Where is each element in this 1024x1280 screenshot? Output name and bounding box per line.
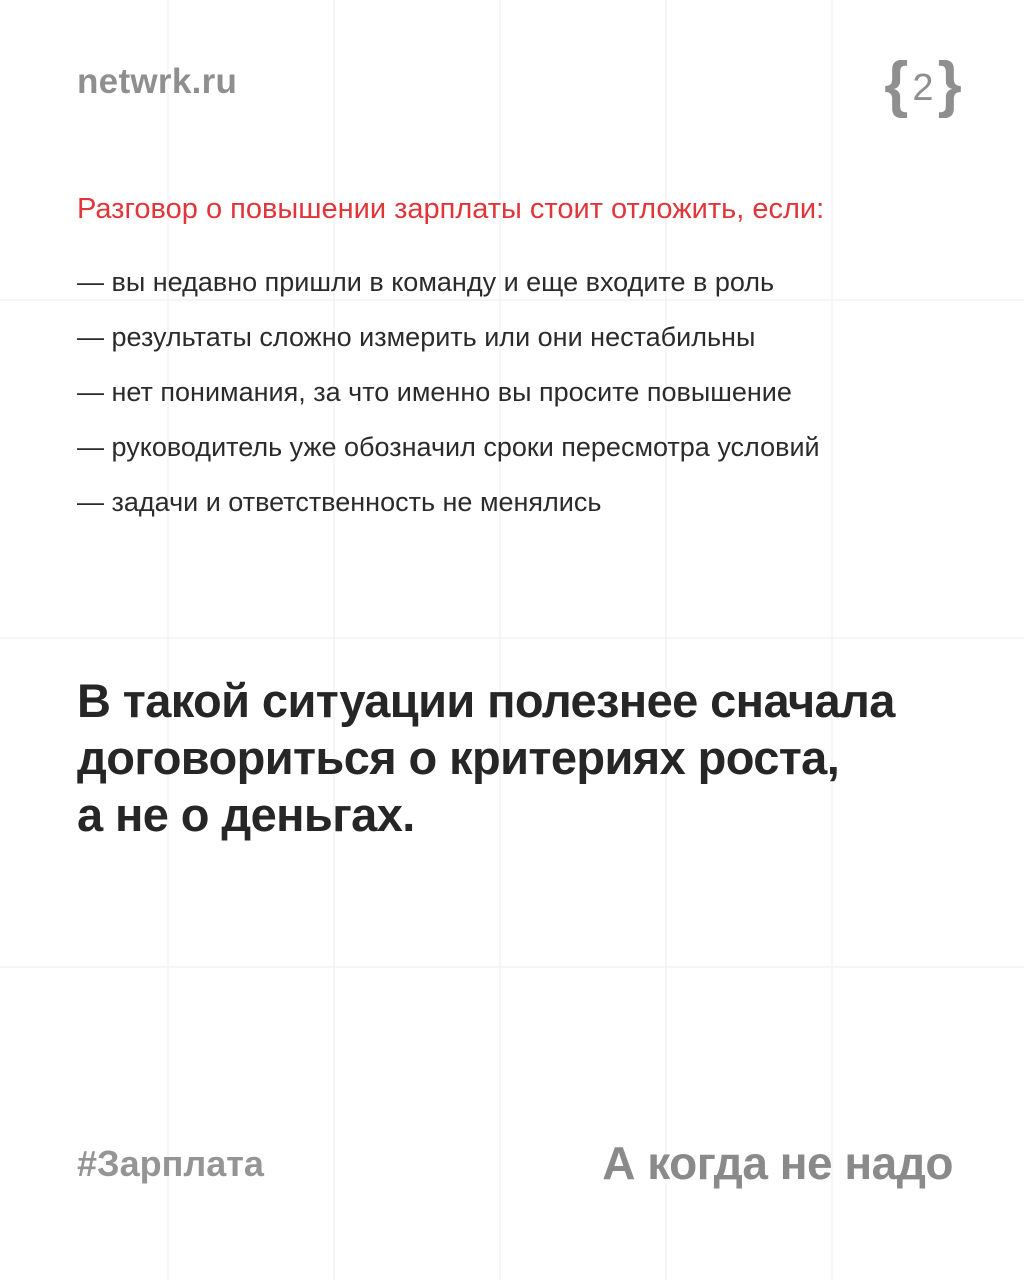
headline-line-2: договориться о критериях роста, (77, 731, 840, 784)
reasons-list (77, 262, 997, 537)
page-number: 2 (912, 67, 934, 109)
brand-logo: netwrk.ru (77, 62, 238, 101)
next-slide-link[interactable]: А когда не надо (602, 1137, 953, 1189)
list-item: — нет понимания, за что именно вы просите повышение (77, 377, 792, 407)
list-item: — вы недавно пришли в команду и еще входите в роль (77, 267, 775, 297)
page-number-badge (878, 52, 968, 124)
lead-text: Разговор о повышении зарплаты стоит отложить, если: (77, 193, 825, 225)
headline-line-3: а не о деньгах. (77, 788, 415, 841)
list-item: — задачи и ответственность не менялись (77, 487, 602, 517)
close-brace-icon: } (937, 50, 962, 119)
open-brace-icon: { (884, 50, 909, 119)
list-item: — результаты сложно измерить или они нестабильны (77, 322, 756, 352)
hashtag: #Зарплата (77, 1143, 264, 1184)
headline-line-1: В такой ситуации полезнее сначала (77, 674, 895, 727)
list-item: — руководитель уже обозначил сроки пересмотра условий (77, 432, 820, 462)
headline (77, 672, 997, 843)
